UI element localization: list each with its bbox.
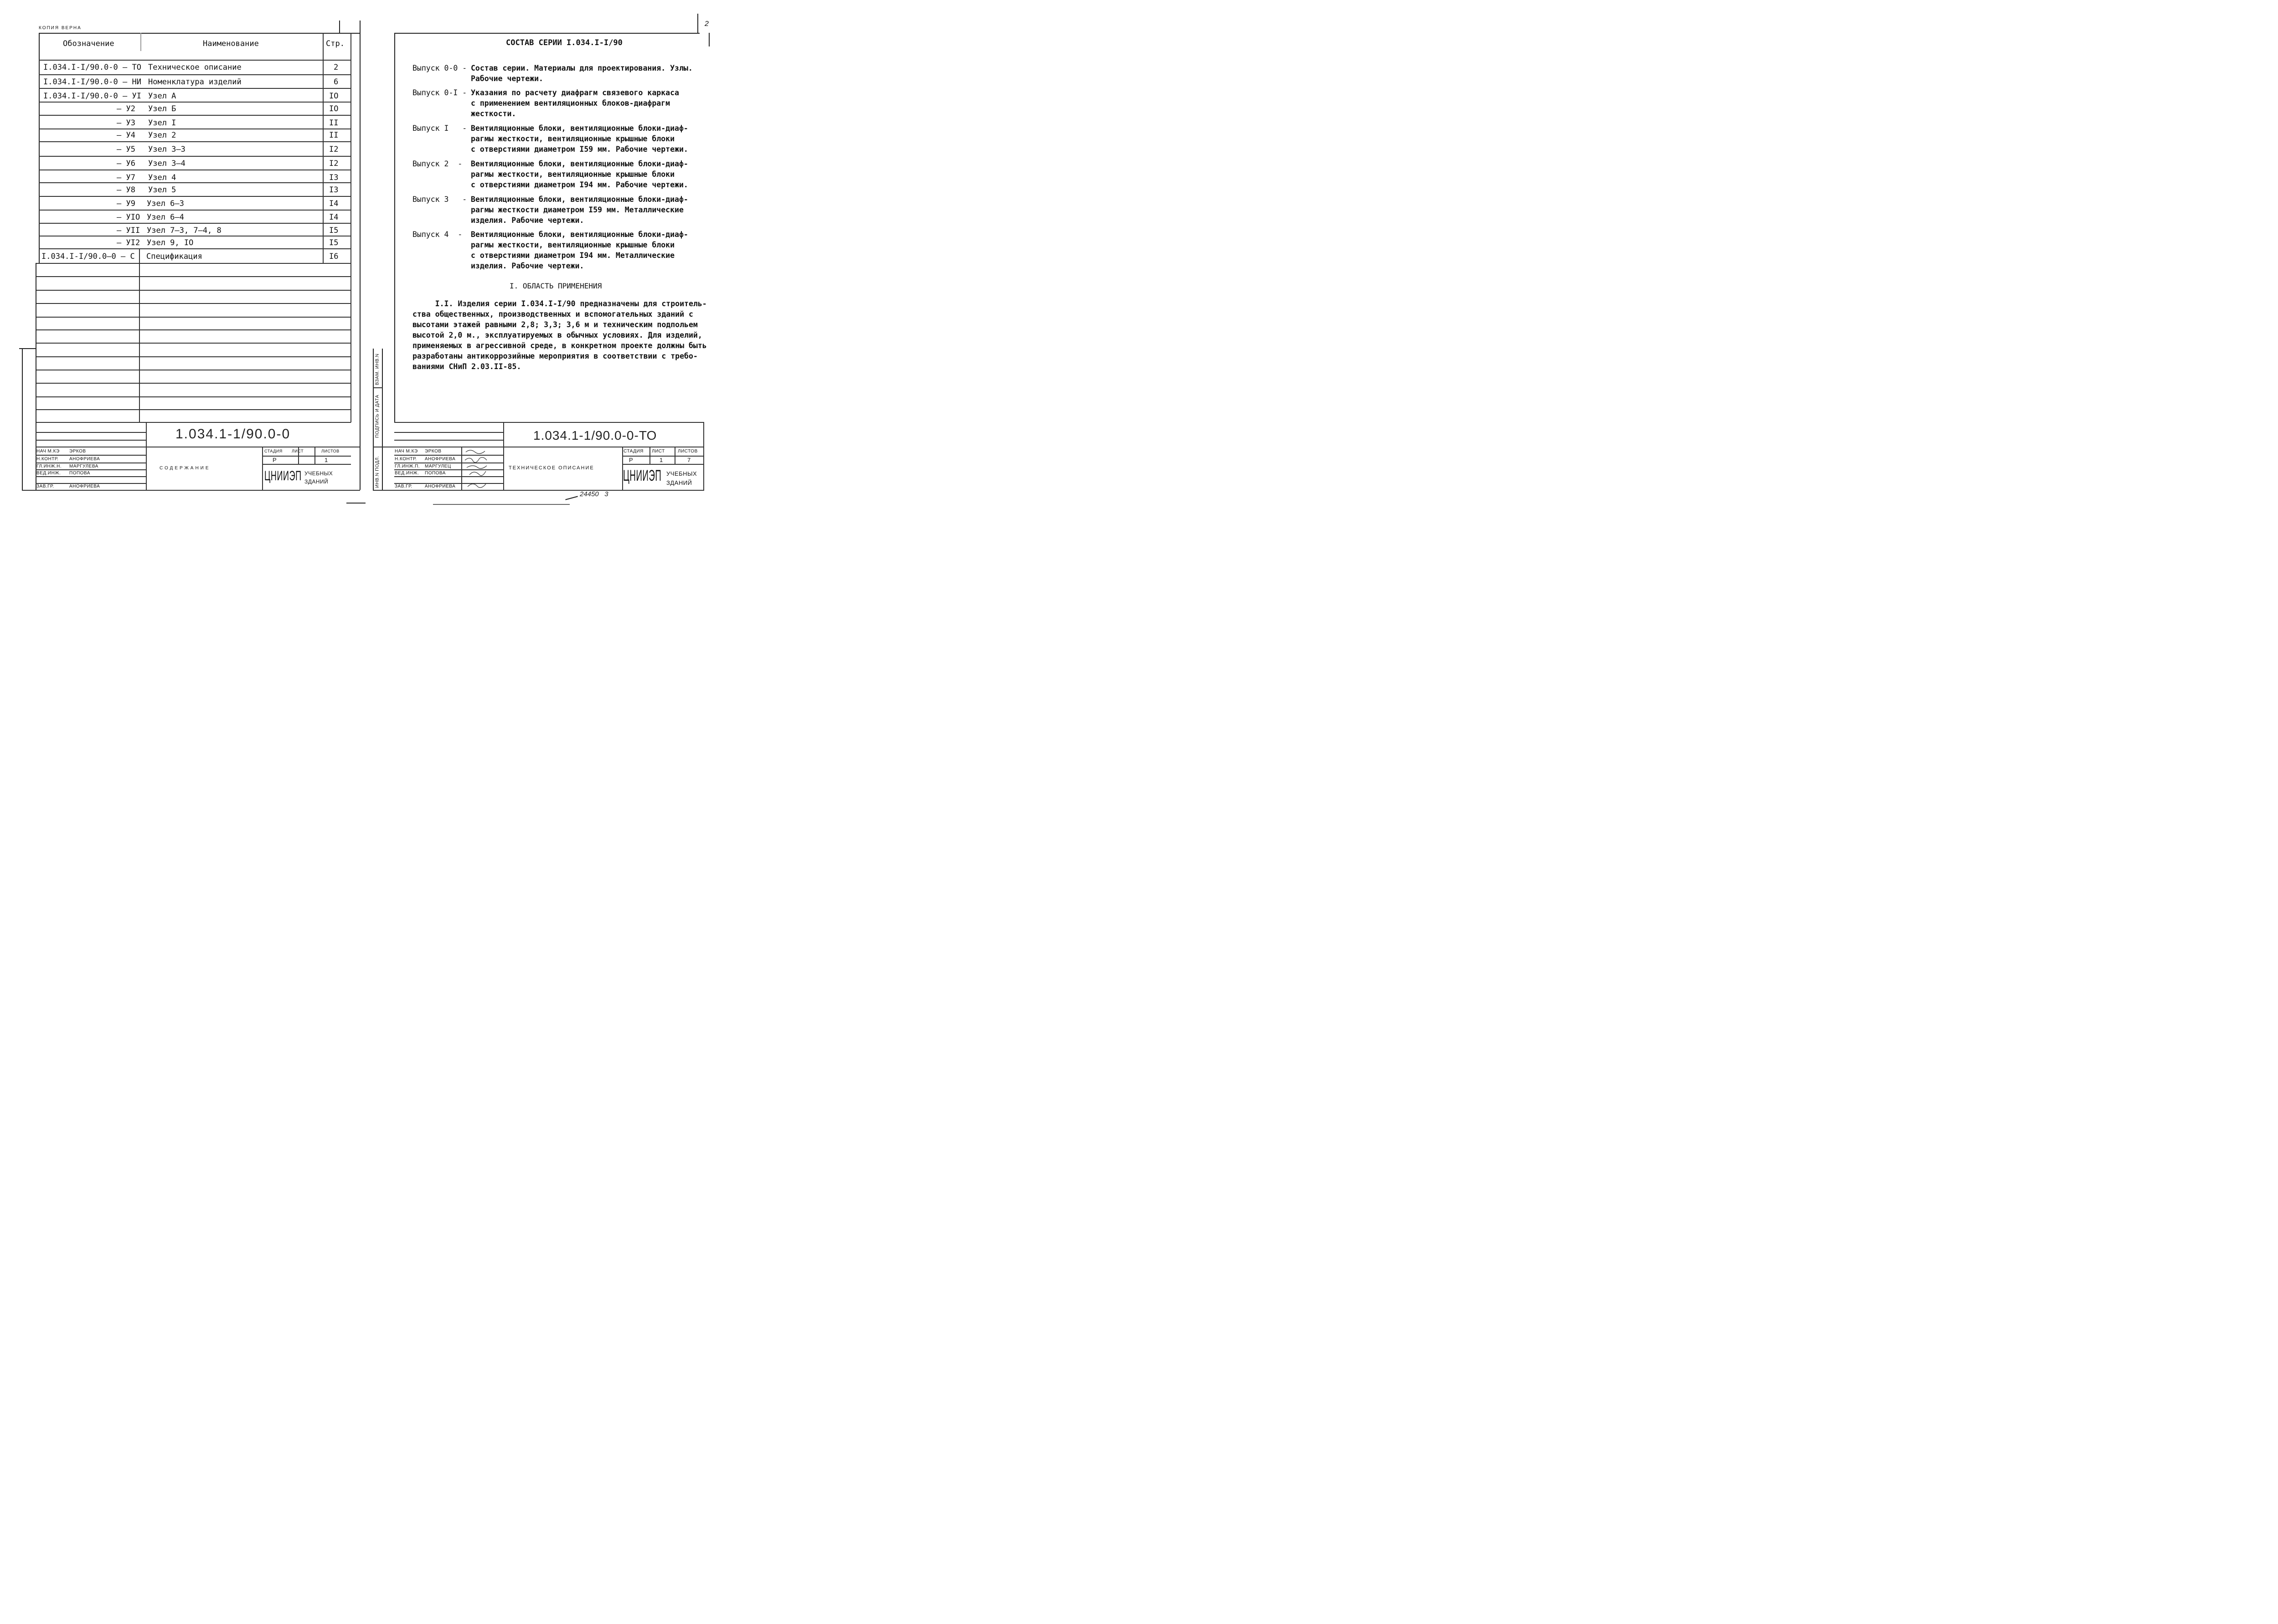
stamp-sheets-label: ЛИСТОВ <box>321 449 340 453</box>
row-name: Номенклатура изделий <box>148 77 242 87</box>
issue-label: Выпуск 0-0 - <box>412 64 467 72</box>
stamp-stage: Р <box>629 457 634 463</box>
stamp-sheets-label: ЛИСТОВ <box>678 449 698 454</box>
page-number: 2 <box>705 20 709 28</box>
stamp-sheet: 1 <box>660 457 663 463</box>
stamp-name: МАРГУЛЕЦ <box>425 464 451 469</box>
stamp-role: ВЕД.ИНЖ. <box>36 471 61 476</box>
stamp-divider <box>703 422 704 490</box>
body-line: применяемых в агрессивной среде, в конкретном проекте должны быть <box>412 341 707 350</box>
issue-line: с применением вентиляционных блоков-диафрагм <box>471 99 670 108</box>
header-bottom-line <box>39 60 351 61</box>
stamp-name: ПОПОВА <box>425 471 446 476</box>
body-line: разработаны антикоррозийные мероприятия в соответствии с требо- <box>412 352 698 360</box>
stamp-line <box>622 464 703 465</box>
frame-corner-mark <box>697 14 698 33</box>
org-subtitle: УЧЕБНЫХ ЗДАНИЙ <box>304 470 333 485</box>
stamp-divider <box>649 447 650 464</box>
stamp-sheet-label: ЛИСТ <box>652 449 665 454</box>
row-line <box>39 248 351 249</box>
stamp-code: 1.034.1-1/90.0-0-ТО <box>533 428 657 442</box>
row-designation: – УI2 <box>117 238 140 247</box>
row-page: I3 <box>329 185 339 195</box>
copy-note: КОПИЯ ВЕРНА <box>39 26 82 31</box>
issue-line: изделия. Рабочие чертежи. <box>471 262 584 270</box>
stamp-stage-label: СТАДИЯ <box>624 449 644 454</box>
org-subtitle: УЧЕБНЫХ ЗДАНИЙ <box>666 470 697 486</box>
row-designation: – У6 <box>117 159 135 168</box>
body-line: высотой 2,0 м., эксплуатируемых в обычных условиях. Для изделий, <box>412 331 702 339</box>
stamp-divider <box>314 447 315 464</box>
row-page: I5 <box>329 238 339 247</box>
signature-scribbles <box>461 447 503 490</box>
col-right-inner <box>350 33 351 422</box>
stamp-role: ГЛ.ИНЖ.П. <box>395 464 420 469</box>
row-name: Узел 4 <box>148 173 176 182</box>
stamp-divider <box>146 422 147 490</box>
issue-line: Вентиляционные блоки, вентиляционные блоки-диаф- <box>471 195 688 204</box>
stamp-role: НАЧ М.КЭ <box>36 449 60 454</box>
side-strip-left <box>373 349 374 490</box>
row-designation: – УIO <box>117 213 140 222</box>
row-name: Узел 7–3, 7–4, 8 <box>147 226 222 235</box>
stamp-sheets: 1 <box>325 457 328 463</box>
row-line <box>39 115 351 116</box>
side-strip-right <box>382 349 383 490</box>
row-line <box>39 156 351 157</box>
issue-line: с отверстиями диаметром I94 мм. Металлические <box>471 251 675 260</box>
row-page: 2 <box>334 63 339 72</box>
row-page: IO <box>329 104 339 113</box>
header-designation: Обозначение <box>63 39 114 48</box>
row-line <box>36 422 351 423</box>
row-line <box>36 356 351 357</box>
row-name: Техническое описание <box>148 63 242 72</box>
stamp-name: АНОФРИЕВА <box>69 484 100 489</box>
stamp-name: АНОФРИЕВА <box>69 457 100 462</box>
header-page: Стр. <box>326 39 345 48</box>
issue-line: Рабочие чертежи. <box>471 74 543 83</box>
fold-mark-bottom <box>346 503 366 504</box>
col-divider-1-header <box>140 33 141 51</box>
row-line <box>39 102 351 103</box>
table-left-border <box>39 33 40 263</box>
stamp-role: НАЧ М.КЭ <box>395 449 418 454</box>
frame-right-edge <box>709 33 710 46</box>
issue-line: Вентиляционные блоки, вентиляционные блоки-диаф- <box>471 230 688 239</box>
row-line <box>36 276 351 277</box>
row-name: Узел Б <box>148 104 176 113</box>
body-line: I.I. Изделия серии I.034.I-I/90 предназначены для строитель- <box>412 299 707 308</box>
stamp-divider <box>262 447 263 490</box>
frame-left <box>394 33 395 422</box>
scan-edge-bottom <box>433 504 570 505</box>
body-line: ваниями СНиП 2.03.II-85. <box>412 362 521 371</box>
issue-label: Выпуск 2 - <box>412 159 463 168</box>
row-name: Узел I <box>148 118 176 128</box>
row-line <box>36 329 351 330</box>
page-right-border <box>360 21 361 490</box>
stamp-role: ВЕД.ИНЖ. <box>395 471 419 476</box>
row-designation: I.034.I-I/90.0-0 – TO <box>43 63 141 72</box>
row-page: I3 <box>329 173 339 182</box>
stamp-line <box>394 422 704 423</box>
row-designation: – У7 <box>117 173 135 182</box>
stamp-line <box>394 432 503 433</box>
row-line <box>36 263 351 264</box>
row-line <box>39 210 351 211</box>
row-name: Узел 3–4 <box>148 159 186 168</box>
col-divider-2 <box>323 33 324 263</box>
row-line <box>39 182 351 183</box>
issue-label: Выпуск 4 - <box>412 230 463 239</box>
row-line <box>36 396 351 397</box>
row-page: I5 <box>329 226 339 235</box>
row-name: Узел 6–3 <box>147 199 184 208</box>
issue-line: рагмы жесткости, вентиляционные крышные блоки <box>471 241 675 249</box>
issue-label: Выпуск I - <box>412 124 467 133</box>
row-page: I2 <box>329 145 339 154</box>
row-line <box>36 409 351 410</box>
row-page: I6 <box>329 252 339 261</box>
stamp-name: МАРГУЛЕВА <box>69 464 98 469</box>
row-line <box>39 128 351 129</box>
row-name: Узел 9, IO <box>147 238 194 247</box>
row-page: I2 <box>329 159 339 168</box>
row-line <box>39 88 351 89</box>
stamp-stage-label: СТАДИЯ <box>264 449 283 453</box>
body-line: ства общественных, производственных и вспомогательных зданий с <box>412 310 693 319</box>
stamp-name: ПОПОВА <box>69 471 90 476</box>
row-name: Узел А <box>148 92 176 101</box>
stamp-line <box>36 469 146 470</box>
header-name: Наименование <box>203 39 259 48</box>
stamp-divider <box>503 422 504 490</box>
stamp-name: АНОФРИЕВА <box>425 457 456 462</box>
stamp-line <box>36 440 146 441</box>
row-name: Спецификация <box>146 252 202 261</box>
row-page: IO <box>329 92 339 101</box>
archive-number: 24450 3 <box>580 490 608 498</box>
row-page: 6 <box>334 77 339 87</box>
issue-line: изделия. Рабочие чертежи. <box>471 216 584 225</box>
series-title: СОСТАВ СЕРИИ I.034.I-I/90 <box>506 38 623 47</box>
stamp-role: ГЛ.ИНЖ.Н. <box>36 464 62 469</box>
stamp-title: СОДЕРЖАНИЕ <box>160 466 211 471</box>
issue-line: Вентиляционные блоки, вентиляционные блоки-диаф- <box>471 124 688 133</box>
row-page: I4 <box>329 213 339 222</box>
row-line <box>39 196 351 197</box>
body-line: высотами этажей равными 2,8; 3,3; 3,6 м и техническим подпольем <box>412 320 698 329</box>
org-logo: ЦНИИЭП <box>264 468 302 483</box>
row-designation: I.034.I-I/90.0-0 – HИ <box>43 77 141 87</box>
row-line <box>36 383 351 384</box>
issue-line: с отверстиями диаметром I59 мм. Рабочие чертежи. <box>471 145 688 154</box>
stamp-role: ЗАВ.ГР. <box>36 484 54 489</box>
stamp-role: Н.КОНТР. <box>395 457 417 462</box>
row-line <box>36 290 351 291</box>
stamp-sheets: 7 <box>687 457 691 463</box>
row-designation: I.034.I-I/90.0–0 – C <box>41 252 135 261</box>
issue-label: Выпуск 0-I - <box>412 88 467 97</box>
issue-label: Выпуск 3 - <box>412 195 467 204</box>
stamp-line <box>394 440 503 441</box>
stamp-name: ЭРКОВ <box>69 449 86 454</box>
row-line <box>36 317 351 318</box>
issue-line: с отверстиями диаметром I94 мм. Рабочие чертежи. <box>471 180 688 189</box>
stamp-title: ТЕХНИЧЕСКОЕ ОПИСАНИЕ <box>509 465 594 471</box>
row-designation: – У2 <box>117 104 135 113</box>
row-page: II <box>329 118 339 128</box>
side-label-replacement: ВЗАМ. ИНВ.N <box>375 353 380 385</box>
row-page: II <box>329 131 339 140</box>
row-line <box>39 141 351 142</box>
row-designation: – У3 <box>117 118 135 128</box>
row-name: Узел 2 <box>148 131 176 140</box>
stamp-line <box>373 490 704 491</box>
org-logo: ЦНИИЭП <box>623 467 662 484</box>
row-line <box>39 223 351 224</box>
row-designation: – У4 <box>117 131 135 140</box>
stamp-stage: Р <box>273 457 277 463</box>
archive-underline <box>565 496 577 500</box>
row-designation: – УII <box>117 226 140 235</box>
frame-top <box>394 33 700 34</box>
stamp-line <box>36 455 146 456</box>
stamp-code: 1.034.1-1/90.0-0 <box>175 427 291 442</box>
stamp-name: ЭРКОВ <box>425 449 442 454</box>
side-strip-divider <box>373 387 383 388</box>
row-name: Узел 3–3 <box>148 145 186 154</box>
row-designation: I.034.I-I/90.0-0 – УI <box>43 92 141 101</box>
issue-line: Вентиляционные блоки, вентиляционные блоки-диаф- <box>471 159 688 168</box>
stamp-line <box>36 476 146 477</box>
row-page: I4 <box>329 199 339 208</box>
side-label-inv-number: ИНВ.N ПОДЛ. <box>375 456 380 488</box>
issue-line: рагмы жесткости, вентиляционные крышные блоки <box>471 170 675 179</box>
page-left-border <box>22 348 23 490</box>
row-name: Узел 5 <box>148 185 176 195</box>
row-designation: – У8 <box>117 185 135 195</box>
section-title: I. ОБЛАСТЬ ПРИМЕНЕНИЯ <box>510 282 602 290</box>
binding-mark <box>339 21 340 33</box>
stamp-line <box>36 432 146 433</box>
issue-line: Состав серии. Материалы для проектирования. Узлы. <box>471 64 693 72</box>
side-label-signature-date: ПОДПИСЬ И ДАТА <box>375 395 380 438</box>
stamp-role: ЗАВ.ГР. <box>395 484 412 489</box>
stamp-line <box>262 464 351 465</box>
row-name: Узел 6–4 <box>147 213 184 222</box>
stamp-sheet-label: ЛИСТ <box>292 449 304 453</box>
table-top-border <box>39 33 360 34</box>
issue-line: Указания по расчету диафрагм связевого каркаса <box>471 88 679 97</box>
row-line <box>36 303 351 304</box>
stamp-name: АНОФРИЕВА <box>425 484 456 489</box>
issue-line: рагмы жесткости диаметром I59 мм. Металлические <box>471 206 684 214</box>
row-line <box>39 74 351 75</box>
row-designation: – У9 <box>117 199 135 208</box>
row-designation: – У5 <box>117 145 135 154</box>
issue-line: жесткости. <box>471 109 516 118</box>
stamp-role: Н.КОНТР. <box>36 457 59 462</box>
issue-line: рагмы жесткости, вентиляционные крышные блоки <box>471 134 675 143</box>
row-line <box>36 343 351 344</box>
stamp-line <box>22 490 360 491</box>
